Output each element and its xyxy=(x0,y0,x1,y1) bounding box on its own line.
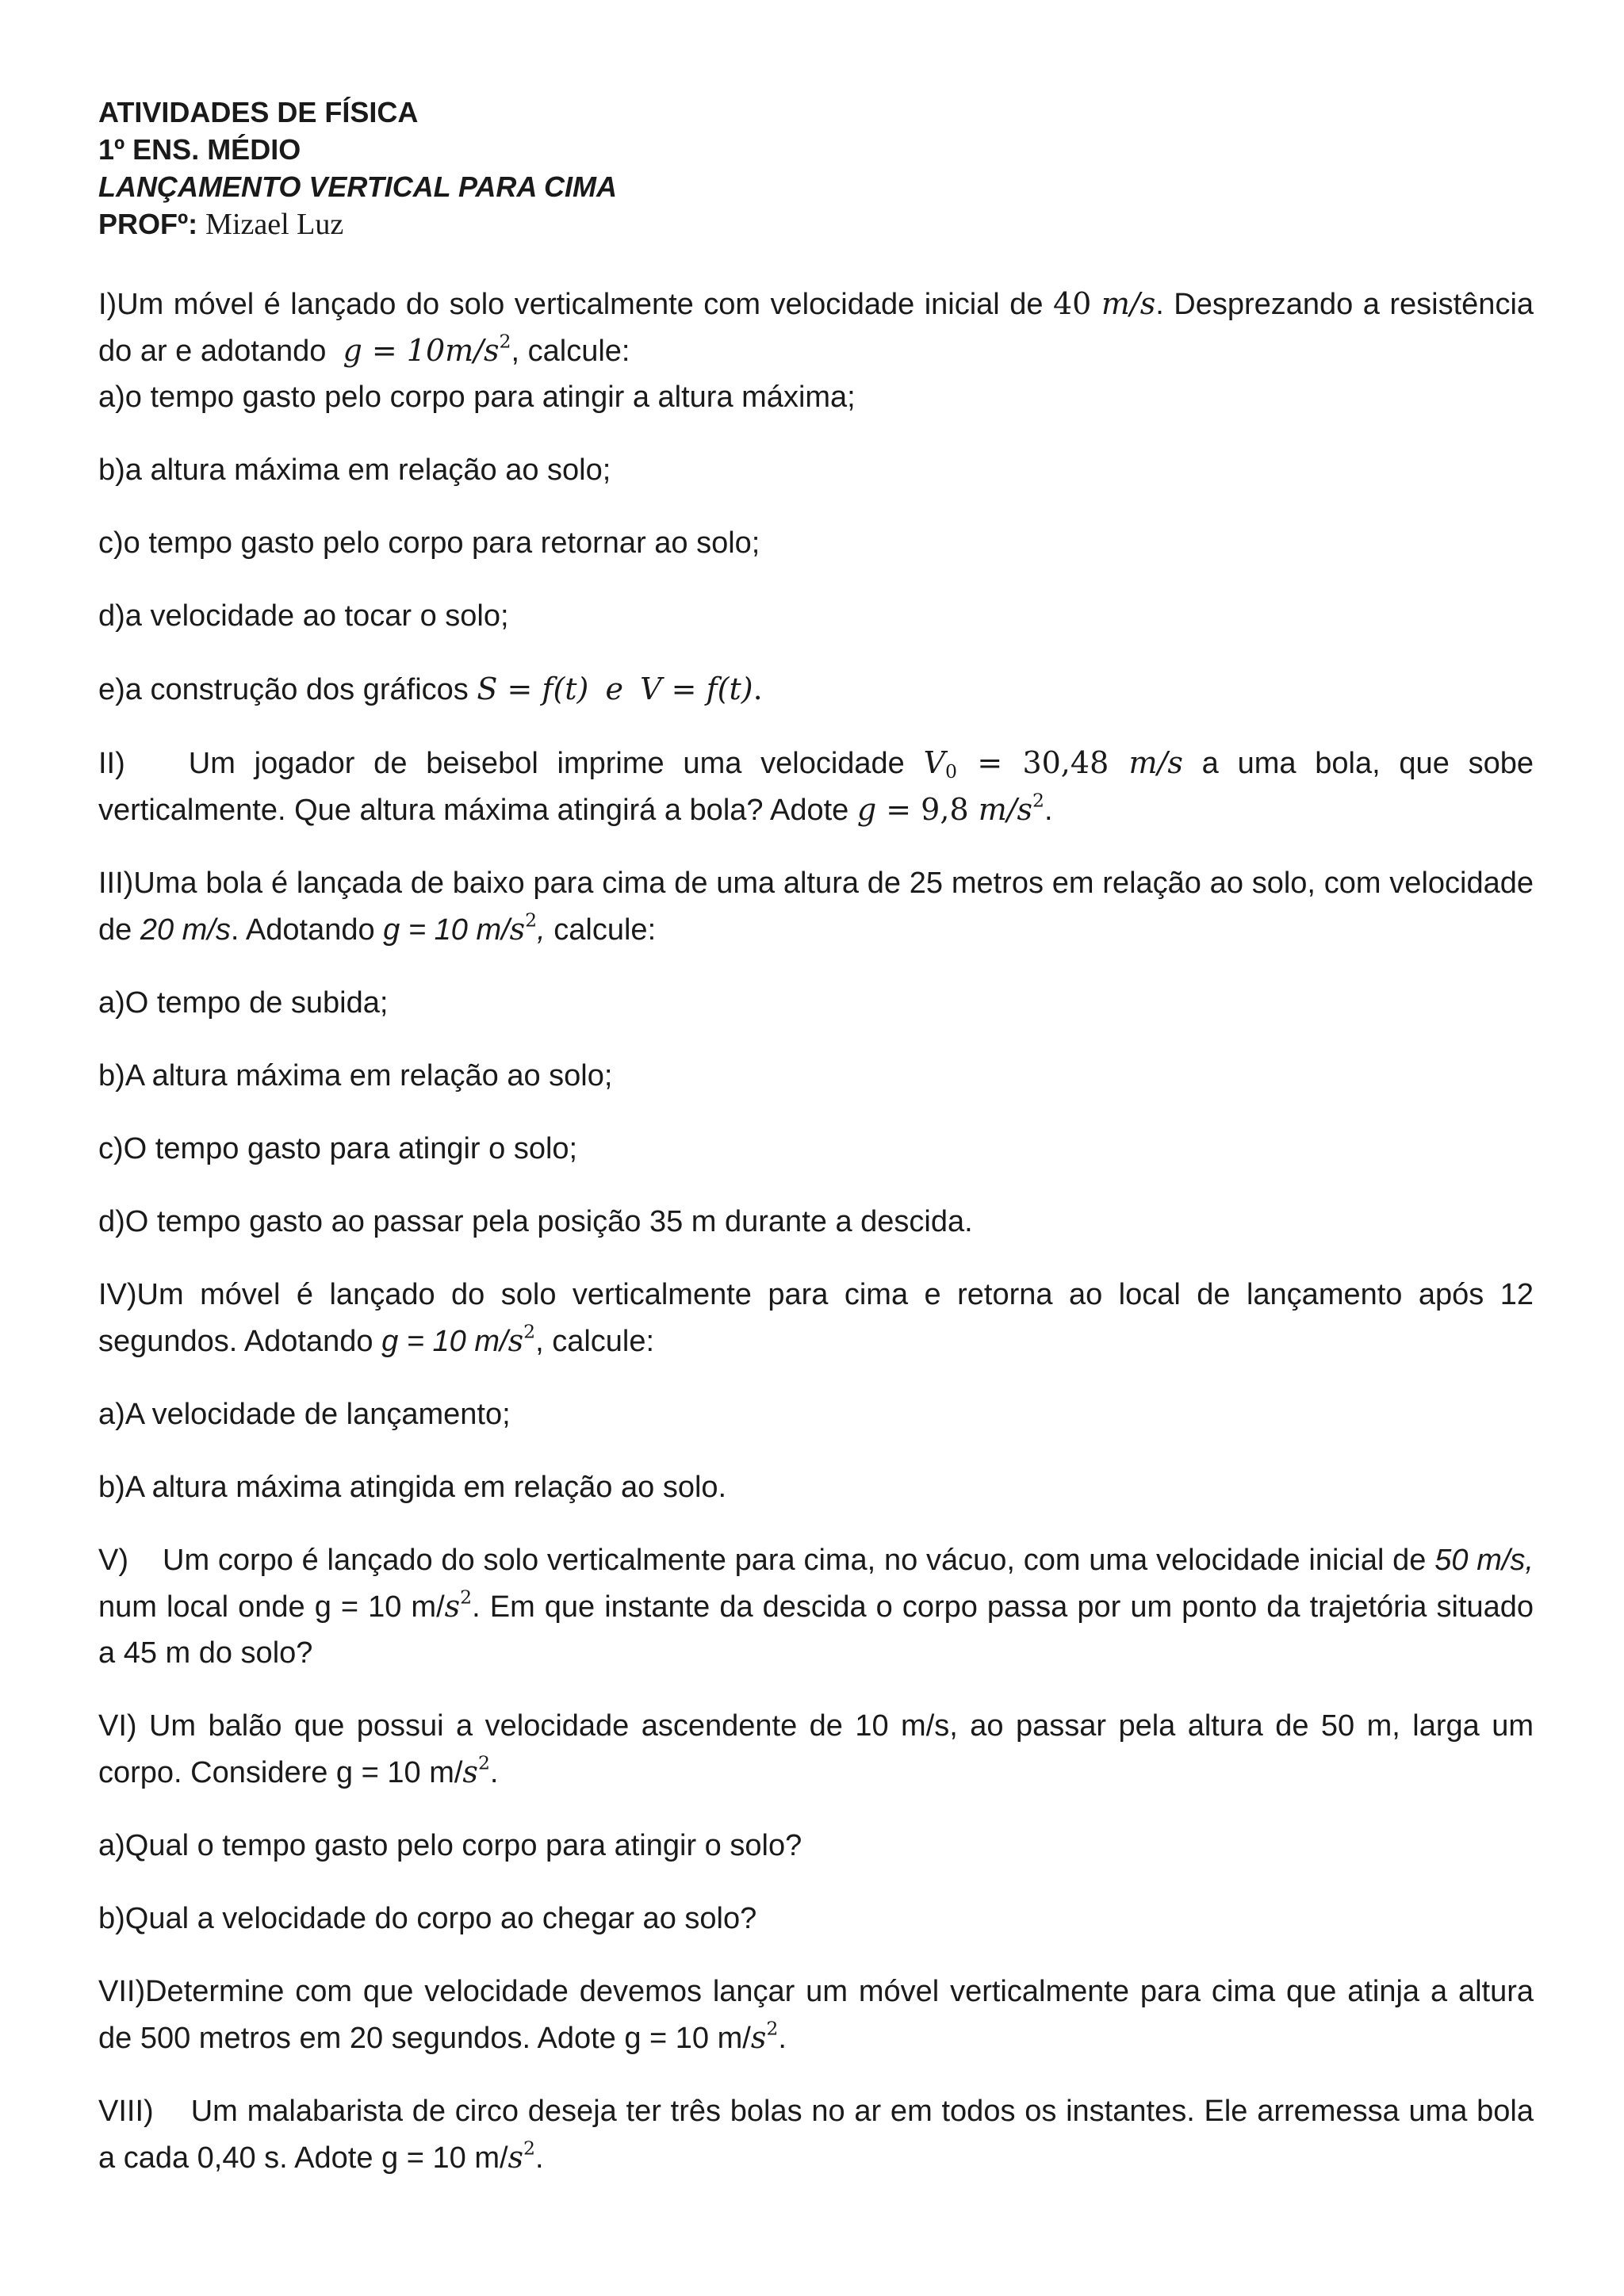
q5-exponent: 2 xyxy=(460,1586,473,1609)
q5-text-3: . Em que instante da descida o corpo passa por um ponto da trajetória situado a 45 m do solo? xyxy=(98,1590,1542,1670)
q3-g: g = 10 m/ xyxy=(383,913,510,947)
q1e-math-2: V = f(t) xyxy=(640,672,753,706)
q2-text-1: Um jogador de beisebol imprime uma velocidade xyxy=(188,747,924,780)
q2-unit: m/s xyxy=(1128,745,1183,780)
question-4 xyxy=(98,1272,1534,1364)
q7-text-1: VII)Determine com que velocidade devemos lançar um móvel verticalmente para cima que atinja a altura de 500 metros em 20 segundos. Adote g = 10 m/ xyxy=(98,1975,1534,2055)
question-4-a: a)A velocidade de lançamento; xyxy=(98,1398,511,1431)
q2-value: = 30,48 xyxy=(957,745,1129,780)
q8-text-1: VIII) Um malabarista de circo deseja ter três bolas no ar em todos os instantes. Ele arremessa uma bola a cada 0,40 s. Adote g = 10 m/ xyxy=(98,2095,1542,2175)
question-7 xyxy=(98,1969,1534,2061)
question-1-a: a)o tempo gasto pelo corpo para atingir a altura máxima; xyxy=(98,381,856,414)
question-1-c: c)o tempo gasto pelo corpo para retornar ao solo; xyxy=(98,526,760,560)
q5-text-1: V) Um corpo é lançado do solo verticalmente para cima, no vácuo, com uma velocidade inicial de xyxy=(98,1544,1435,1577)
q1-g-expr: g = 10 xyxy=(343,333,446,368)
q2-v: V xyxy=(923,745,946,780)
q1-g-unit: m/s xyxy=(445,333,500,368)
q1e-text: e)a construção dos gráficos xyxy=(98,673,477,706)
q4-text-1: IV)Um móvel é lançado do solo verticalmente para cima e retorna ao local de lançamento após 12 segundos. Adotando xyxy=(98,1278,1534,1358)
question-3-a: a)O tempo de subida; xyxy=(98,986,389,1020)
q3-text-1: III)Uma bola é lançada de baixo para cima de uma altura de 25 metros em relação ao solo, com velocidade de xyxy=(98,867,1534,947)
question-3 xyxy=(98,860,1534,953)
q3-text-3: calcule: xyxy=(545,913,657,947)
q1-text-3: , calcule: xyxy=(511,335,630,368)
question-3-b: b)A altura máxima em relação ao solo; xyxy=(98,1059,613,1093)
teacher-name: Mizael Luz xyxy=(205,208,344,241)
q5-text-2: num local onde g = 10 m/ xyxy=(98,1544,1542,1624)
document-body xyxy=(98,281,1542,2181)
q1-exponent: 2 xyxy=(499,330,511,353)
q1e-end: . xyxy=(753,672,763,706)
q2-text-2: a uma bola, que sobe verticalmente. Que altura máxima atingirá a bola? Adote xyxy=(98,747,1534,827)
q1-text-1: I)Um móvel é lançado do solo verticalmente com velocidade inicial de xyxy=(98,288,1053,321)
q5-velocity: 50 m/s, xyxy=(1434,1544,1534,1577)
question-4-b: b)A altura máxima atingida em relação ao solo. xyxy=(98,1471,727,1504)
q8-end: . xyxy=(535,2141,544,2175)
q2-g-value: = 9,8 xyxy=(876,792,979,827)
question-1-b: b)a altura máxima em relação ao solo; xyxy=(98,453,611,487)
q8-s: s xyxy=(508,2140,524,2175)
q3-text-2: . Adotando xyxy=(230,913,384,947)
q1e-and: e xyxy=(605,672,623,706)
q6-text-1: VI) Um balão que possui a velocidade ascendente de 10 m/s, ao passar pela altura de 50 m, larga um corpo. Considere g = 10 m/ xyxy=(98,1709,1534,1789)
q4-text-2: , calcule: xyxy=(535,1325,655,1358)
question-3-c: c)O tempo gasto para atingir o solo; xyxy=(98,1132,578,1165)
header-teacher xyxy=(98,205,1534,243)
q2-g-unit: m/s xyxy=(978,792,1033,827)
q6-end: . xyxy=(489,1756,499,1789)
q7-end: . xyxy=(778,2022,787,2055)
question-6 xyxy=(98,1703,1534,1796)
q3-comma: , xyxy=(537,913,546,947)
question-3-d: d)O tempo gasto ao passar pela posição 35 m durante a descida. xyxy=(98,1205,973,1238)
q1e-math-1: S = f(t) xyxy=(477,672,589,706)
question-2 xyxy=(98,740,1534,833)
header-title: ATIVIDADES DE FÍSICA xyxy=(98,96,419,128)
q7-s: s xyxy=(750,2020,767,2055)
q3-velocity: 20 m/s xyxy=(140,913,231,947)
q7-exponent: 2 xyxy=(766,2017,779,2040)
q1-unit: m/s xyxy=(1101,286,1156,321)
q1-text-2: . Desprezando a resistência do ar e adotando xyxy=(98,288,1534,368)
q2-exponent: 2 xyxy=(1032,789,1045,812)
question-5 xyxy=(98,1537,1542,1676)
question-1-d: d)a velocidade ao tocar o solo; xyxy=(98,599,509,633)
q4-g: g = 10 m/ xyxy=(381,1325,508,1358)
q5-s: s xyxy=(444,1589,461,1624)
q3-s: s xyxy=(509,912,526,947)
q6-exponent: 2 xyxy=(477,1751,490,1774)
q2-g: g xyxy=(856,792,877,827)
question-1 xyxy=(98,281,1534,374)
q2-end: . xyxy=(1044,794,1053,827)
teacher-label: PROFº: xyxy=(98,208,198,240)
question-6-b: b)Qual a velocidade do corpo ao chegar ao solo? xyxy=(98,1902,757,1935)
question-6-a: a)Qual o tempo gasto pelo corpo para atingir o solo? xyxy=(98,1829,802,1862)
question-1-e xyxy=(98,666,1534,713)
q4-exponent: 2 xyxy=(523,1320,536,1343)
q8-exponent: 2 xyxy=(523,2137,536,2160)
q4-s: s xyxy=(508,1323,524,1358)
q2-label: II) xyxy=(98,747,125,780)
document-header xyxy=(98,94,1534,243)
q1-velocity: 40 xyxy=(1053,286,1092,321)
q6-s: s xyxy=(462,1755,478,1789)
q3-exponent: 2 xyxy=(525,909,538,932)
q2-sub: 0 xyxy=(945,760,958,783)
header-grade: 1º ENS. MÉDIO xyxy=(98,133,301,166)
header-topic: LANÇAMENTO VERTICAL PARA CIMA xyxy=(98,170,618,203)
question-8 xyxy=(98,2088,1542,2181)
